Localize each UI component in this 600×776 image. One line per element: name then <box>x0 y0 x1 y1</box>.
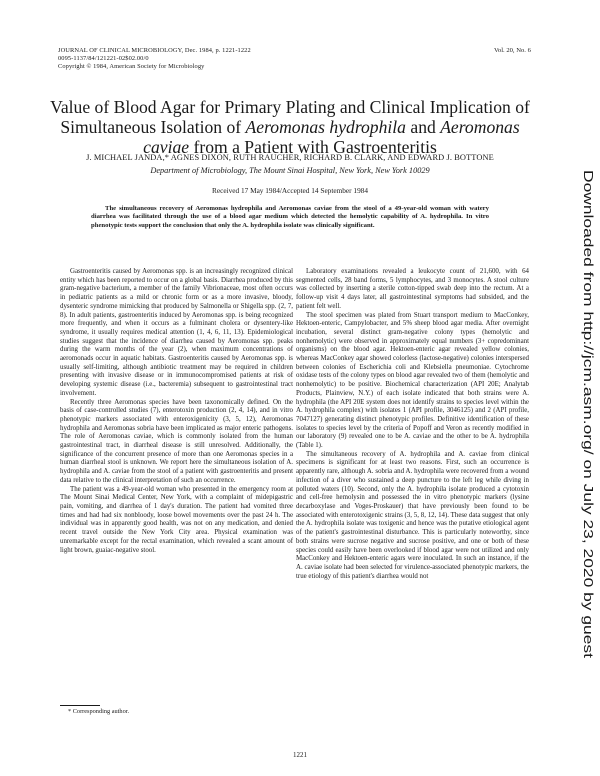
journal-line: JOURNAL OF CLINICAL MICROBIOLOGY, Dec. 1984, p. 1221-1222 <box>58 47 251 54</box>
page-number: 1221 <box>293 751 307 759</box>
running-header <box>58 47 251 71</box>
title-part-3: from a Patient with Gastroenteritis <box>189 137 437 157</box>
affiliation: Department of Microbiology, The Mount Sinai Hospital, New York, New York 10029 <box>150 166 430 175</box>
title-part-2: and <box>405 117 441 137</box>
author-list: J. MICHAEL JANDA,* AGNES DIXON, RUTH RAUCHER, RICHARD B. CLARK, AND EDWARD J. BOTTONE <box>86 153 494 162</box>
download-watermark <box>570 170 596 660</box>
title-part-1: Value of Blood Agar for Primary Plating and Clinical Implication of Simultaneous Isolation of <box>50 97 530 137</box>
received-dates: Received 17 May 1984/Accepted 14 September 1984 <box>211 186 369 195</box>
paragraph: Gastroenteritis caused by Aeromonas spp. is an increasingly recognized clinical entity which has been reported to occur on a global basis. Diarrhea produced by this gram-negative bacterium, a member of the family Vibrionaceae, most often occurs in pediatric patients as a mild or chronic form or as a more invasive, bloody, dysenteric syndrome mimicking that produced by Salmonella or Shigella spp. (2, 7, 8). In adult patients, gastroenteritis induced by Aeromonas spp. is being recognized more frequently, and when it occurs as a fulminant cholera or dysentery-like syndrome, it usually requires medical attention (1, 4, 6, 11, 13). Epidemiological studies suggest that the incidence of diarrhea caused by Aeromonas spp. peaks during the warm months of the year (2), when maximum concentrations of aeromonads occur in aquatic habitats. Gastroenteritis caused by Aeromonas spp. is usually self-limiting, although antibiotic treatment may be required in children presenting with invasive disease or in immunocompromised patients at risk of developing systemic disease (i.e., bacteremia) subsequent to gastrointestinal tract involvement. <box>60 268 293 397</box>
watermark-svg <box>570 170 596 660</box>
footnote: * Corresponding author. <box>68 708 130 715</box>
title-italic-2: Aeromonas caviae <box>143 117 520 157</box>
paragraph: The stool specimen was plated from Stuart transport medium to MacConkey, Hektoen-enteric, Campylobacter, and 5% sheep blood agar media. After overnight incubation, several distinct gram-negative colony types (hemolytic and nonhemolytic) were observed in approximately equal numbers (3+ copredominant organisms) on the blood agar. Hektoen-enteric agar revealed yellow colonies, whereas MacConkey agar showed colorless (lactose-negative) colonies interspersed between colonies of Escherichia coli and Klebsiella pneumoniae. Cytochrome oxidase tests of the colony types on blood agar revealed two of them (hemolytic and nonhemolytic) to be positive. Biochemical characterization (API 20E; Analytab Products, Plainview, N.Y.) of each isolate indicated that both strains were A. hydrophila (the API 20E system does not identify strains to species level within the A. hydrophila complex) with isolates 1 (API profile, 3046125) and 2 (API profile, 7047127) generating distinct phenotypic profiles. Definitive identification of these isolates to species level by the criteria of Popoff and Veron as recently modified in our laboratory (9) revealed one to be A. caviae and the other to be A. hydrophila (Table 1). <box>296 311 529 450</box>
issn-line: 0095-1137/84/121221-02$02.00/0 <box>58 55 149 62</box>
paragraph: Laboratory examinations revealed a leukocyte count of 21,600, with 64 segmented cells, 28 band forms, 5 lymphocytes, and 3 monocytes. A stool culture was collected by inserting a sterile cotton-tipped swab deep into the rectum. At a follow-up visit 4 days later, all gastrointestinal symptoms had subsided, and the patient felt well. <box>296 268 529 310</box>
left-column <box>60 268 293 555</box>
article-title <box>50 97 530 157</box>
watermark-text: Downloaded from http://jcm.asm.org/ on July 23, 2020 by guest <box>581 170 596 535</box>
abstract: The simultaneous recovery of Aeromonas hydrophila and Aeromonas caviae from the stool of a 49-year-old woman with watery diarrhea was facilitated through the use of a blood agar medium which detected the hemolytic capability of A. hydrophila. In vitro phenotypic tests support the conclusion that only the A. hydrophila isolate was clinically significant. <box>91 205 489 229</box>
title-italic-1: Aeromonas hydrophila <box>245 117 406 137</box>
paragraph: The patient was a 49-year-old woman who presented in the emergency room at The Mount Sinai Medical Center, New York, with a complaint of midepigastric pain, vomiting, and diarrhea of 1 day's duration. The patient had vomited three times and had had six nonbloody, loose bowel movements over the past 24 h. The individual was in apparently good health, was not on any medication, and denied recent travel outside the New York City area. Physical examination was unremarkable except for the rectal examination, which revealed a scant amount of light brown, guaiac-negative stool. <box>60 485 293 554</box>
copyright-line: Copyright © 1984, American Society for Microbiology <box>58 63 205 70</box>
volume-label: Vol. 20, No. 6 <box>494 47 531 54</box>
right-column <box>296 268 529 581</box>
paragraph: Recently three Aeromonas species have been taxonomically defined. On the basis of case-controlled studies (7), enterotoxin production (2, 4, 14), and in vitro phenotypic markers associated with enteroxigenicity (3, 5, 12), Aeromonas hydrophila and Aeromonas sobria have been implicated as major enteric pathogens. The role of Aeromonas caviae, which is commonly isolated from the human gastrointestinal tract, in diarrheal disease is still unresolved. Additionally, the significance of the concurrent presence of more than one Aeromonas species in a human diarrheal stool is unknown. We report here the simultaneous isolation of A. hydrophila and A. caviae from the stool of a patient with gastroenteritis and present data relative to the clinical interpretation of such an occurrence. <box>60 398 293 484</box>
paragraph: The simultaneous recovery of A. hydrophila and A. caviae from clinical specimens is significant for at least two reasons. First, such an occurrence is apparently rare, although A. sobria and A. hydrophila were recovered from a wound infection of a diver who sustained a deep puncture to the left leg while diving in polluted waters (10). Second, only the A. hydrophila isolate produced a cytotoxin and cell-free hemolysin and possessed the in vitro phenotypic markers (lysine decarboxylase and Voges-Proskauer) that have previously been found to be associated with enterotoxigenic strains (3, 5, 8, 12, 14). These data suggest that only the A. hydrophila isolate was toxigenic and hence was the putative etiological agent of the patient's gastrointestinal disturbance. This is particularly noteworthy, since both strains were sucrose negative and sucrose positive, and one or both of these species could easily have been overlooked if blood agar were not utilized and only MacConkey and Hektoen-enteric agars were inoculated. In such an instance, if the A. caviae isolate had been selected for virulence-associated phenotypic markers, the true etiology of this patient's diarrhea would not <box>296 450 529 580</box>
footnote-divider <box>60 705 100 706</box>
